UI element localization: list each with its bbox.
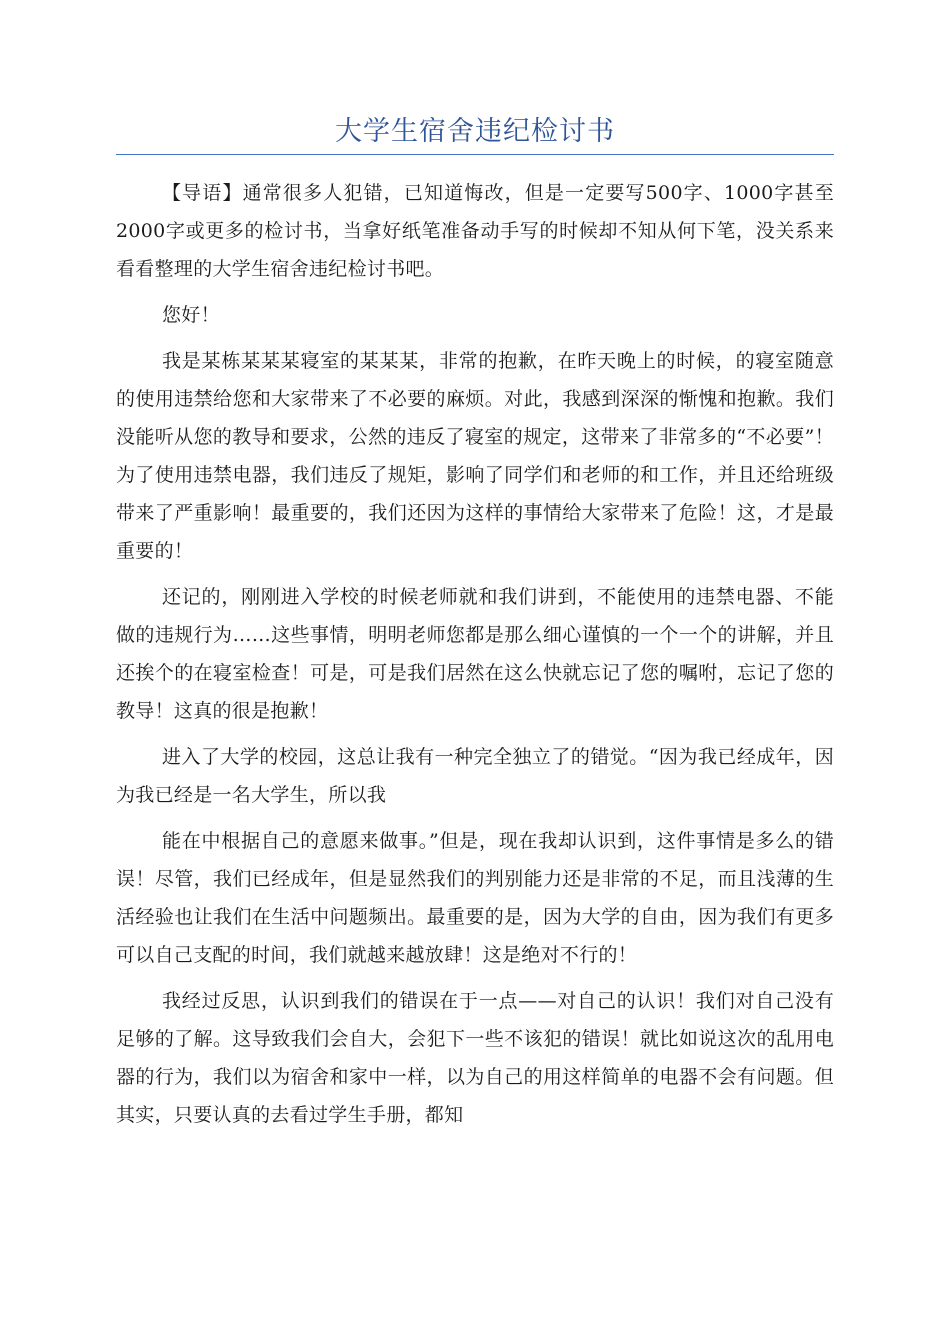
body-paragraph: 还记的，刚刚进入学校的时候老师就和我们讲到，不能使用的违禁电器、不能做的违规行为……这些事情，明明老师您都是那么细心谨慎的一个一个的讲解，并且还挨个的在寝室检查！可是，可是我们居然在这么快就忘记了您的嘱咐，忘记了您的教导！这真的很是抱歉！ — [116, 586, 834, 722]
document-title: 大学生宿舍违纪检讨书 — [335, 116, 615, 147]
body-paragraph: 能在中根据自己的意愿来做事。”但是，现在我却认识到，这件事情是多么的错误！尽管，我们已经成年，但是显然我们的判别能力还是非常的不足，而且浅薄的生活经验也让我们在生活中问题频出。最重要的是，因为大学的自由，因为我们有更多可以自己支配的时间，我们就越来越放肆！这是绝对不行的！ — [116, 830, 834, 966]
body-paragraph: 进入了大学的校园，这总让我有一种完全独立了的错觉。“因为我已经成年，因为我已经是一名大学生，所以我 — [116, 746, 834, 806]
body-paragraph: 我经过反思，认识到我们的错误在于一点——对自己的认识！我们对自己没有足够的了解。这导致我们会自大，会犯下一些不该犯的错误！就比如说这次的乱用电器的行为，我们以为宿舍和家中一样，以为自己的用这样简单的电器不会有问题。但其实，只要认真的去看过学生手册，都知 — [116, 990, 834, 1126]
intro-paragraph: 【导语】通常很多人犯错，已知道悔改，但是一定要写500字、1000字甚至2000字或更多的检讨书，当拿好纸笔准备动手写的时候却不知从何下笔，没关系来看看整理的大学生宿舍违纪检讨书吧。 — [116, 182, 834, 280]
document-body — [116, 174, 834, 1142]
body-paragraph: 我是某栋某某某寝室的某某某，非常的抱歉，在昨天晚上的时候，的寝室随意的使用违禁给您和大家带来了不必要的麻烦。对此，我感到深深的惭愧和抱歉。我们没能听从您的教导和要求，公然的违反了寝室的规定，这带来了非常多的“不必要”！为了使用违禁电器，我们违反了规矩，影响了同学们和老师的和工作，并且还给班级带来了严重影响！最重要的，我们还因为这样的事情给大家带来了危险！这，才是最重要的！ — [116, 350, 834, 562]
title-underline — [116, 154, 834, 155]
greeting-paragraph: 您好！ — [162, 304, 220, 326]
